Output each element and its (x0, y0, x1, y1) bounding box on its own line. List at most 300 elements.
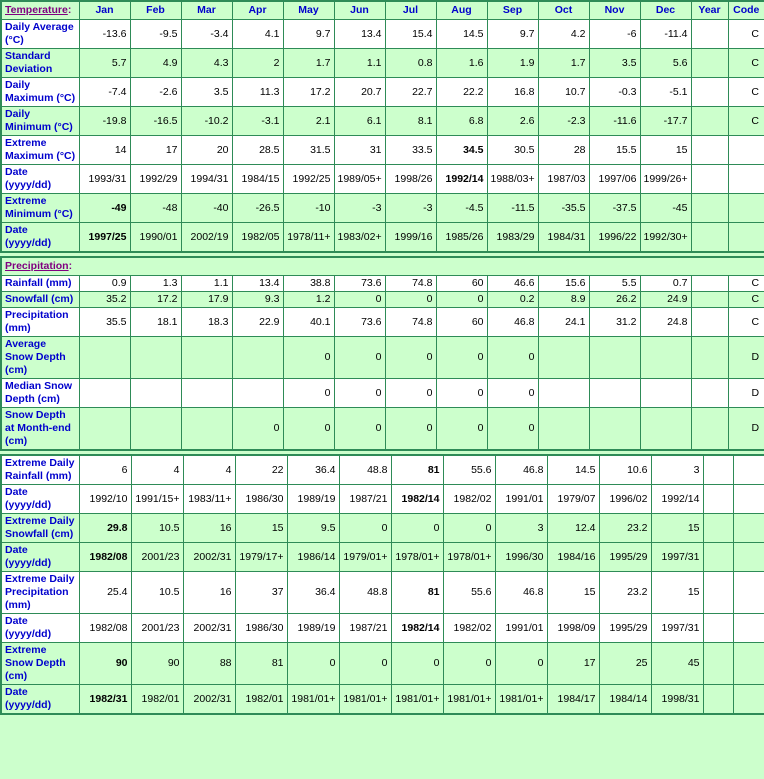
temperature-section-header (1, 1, 79, 20)
data-cell: 1982/31 (79, 685, 131, 715)
data-cell: -9.5 (130, 20, 181, 49)
row-label: Date (yyyy/dd) (1, 685, 79, 715)
year-cell (691, 337, 728, 379)
row-label: Extreme Daily Precipitation (mm) (1, 572, 79, 614)
code-cell: C (728, 78, 764, 107)
data-cell: -3.1 (232, 107, 283, 136)
data-cell: 8.1 (385, 107, 436, 136)
column-header-dec: Dec (640, 1, 691, 20)
data-cell: 5.6 (640, 49, 691, 78)
data-cell: -3 (334, 194, 385, 223)
table-row (1, 78, 764, 107)
data-cell (538, 408, 589, 451)
year-cell (703, 543, 733, 572)
column-header-jul: Jul (385, 1, 436, 20)
column-header-jun: Jun (334, 1, 385, 20)
precipitation-table (0, 256, 764, 451)
year-cell (691, 20, 728, 49)
data-cell: 4.9 (130, 49, 181, 78)
row-label: Date (yyyy/dd) (1, 223, 79, 253)
data-cell: 90 (131, 643, 183, 685)
data-cell: 90 (79, 643, 131, 685)
data-cell: 15 (651, 514, 703, 543)
year-cell (703, 514, 733, 543)
data-cell (232, 337, 283, 379)
data-cell: 0 (391, 643, 443, 685)
data-cell: 1982/01 (131, 685, 183, 715)
row-label: Extreme Maximum (°C) (1, 136, 79, 165)
temperature-colon: : (67, 4, 72, 16)
data-cell: 1981/01+ (443, 685, 495, 715)
data-cell: 1982/01 (235, 685, 287, 715)
precipitation-section-header (1, 257, 764, 276)
row-label: Extreme Daily Snowfall (cm) (1, 514, 79, 543)
data-cell: 36.4 (287, 572, 339, 614)
data-cell: 1986/30 (235, 485, 287, 514)
data-cell: 18.3 (181, 308, 232, 337)
data-cell: 1986/30 (235, 614, 287, 643)
row-label: Rainfall (mm) (1, 276, 79, 292)
data-cell: 1982/05 (232, 223, 283, 253)
year-cell (691, 165, 728, 194)
data-cell: -13.6 (79, 20, 130, 49)
data-cell: -5.1 (640, 78, 691, 107)
data-cell: 0 (385, 408, 436, 451)
year-cell (691, 276, 728, 292)
data-cell: 2002/31 (183, 543, 235, 572)
data-cell: 17 (130, 136, 181, 165)
data-cell: 26.2 (589, 292, 640, 308)
data-cell: 74.8 (385, 308, 436, 337)
data-cell (640, 379, 691, 408)
data-cell: 1989/19 (287, 485, 339, 514)
code-cell: C (728, 107, 764, 136)
data-cell: -11.4 (640, 20, 691, 49)
data-cell (79, 379, 130, 408)
code-cell (728, 223, 764, 253)
column-header-sep: Sep (487, 1, 538, 20)
data-cell: 15.4 (385, 20, 436, 49)
data-cell: 11.3 (232, 78, 283, 107)
data-cell: 16 (183, 572, 235, 614)
data-cell: 1979/01+ (339, 543, 391, 572)
data-cell: 81 (391, 572, 443, 614)
data-cell: 1987/21 (339, 485, 391, 514)
data-cell: 1978/11+ (283, 223, 334, 253)
code-cell (733, 614, 764, 643)
code-cell (733, 485, 764, 514)
data-cell: 22.9 (232, 308, 283, 337)
data-cell: 55.6 (443, 572, 495, 614)
data-cell: 1992/14 (651, 485, 703, 514)
data-cell: 16 (183, 514, 235, 543)
table-row (1, 485, 764, 514)
extremes-table (0, 454, 764, 715)
data-cell: 14.5 (547, 455, 599, 485)
column-header-year: Year (691, 1, 728, 20)
data-cell: 1982/08 (79, 614, 131, 643)
data-cell: 0 (487, 408, 538, 451)
column-header-nov: Nov (589, 1, 640, 20)
temperature-link[interactable]: Temperature (5, 4, 68, 16)
data-cell: -40 (181, 194, 232, 223)
table-row (1, 308, 764, 337)
data-cell: 4 (131, 455, 183, 485)
data-cell (181, 408, 232, 451)
row-label: Date (yyyy/dd) (1, 485, 79, 514)
table-row (1, 337, 764, 379)
data-cell (181, 337, 232, 379)
data-cell: 1982/14 (391, 614, 443, 643)
data-cell: 1984/14 (599, 685, 651, 715)
row-label: Date (yyyy/dd) (1, 543, 79, 572)
data-cell (181, 379, 232, 408)
data-cell: 0 (283, 337, 334, 379)
data-cell: 0 (443, 643, 495, 685)
table-row (1, 292, 764, 308)
data-cell: 48.8 (339, 455, 391, 485)
column-header-apr: Apr (232, 1, 283, 20)
data-cell: 0 (495, 643, 547, 685)
data-cell: 6 (79, 455, 131, 485)
data-cell: 2002/19 (181, 223, 232, 253)
data-cell: 0 (287, 643, 339, 685)
data-cell: 1.7 (283, 49, 334, 78)
data-cell: 38.8 (283, 276, 334, 292)
data-cell: 0 (334, 292, 385, 308)
data-cell: 0 (339, 514, 391, 543)
data-cell: 1.7 (538, 49, 589, 78)
data-cell: 40.1 (283, 308, 334, 337)
year-cell (691, 194, 728, 223)
data-cell (640, 337, 691, 379)
data-cell: 1.1 (181, 276, 232, 292)
data-cell: 0 (487, 379, 538, 408)
data-cell: 2.6 (487, 107, 538, 136)
data-cell (232, 379, 283, 408)
data-cell: -16.5 (130, 107, 181, 136)
data-cell: 1991/15+ (131, 485, 183, 514)
data-cell: 0 (443, 514, 495, 543)
data-cell: 1984/16 (547, 543, 599, 572)
data-cell: 13.4 (232, 276, 283, 292)
data-cell: 36.4 (287, 455, 339, 485)
data-cell: 25.4 (79, 572, 131, 614)
data-cell: 31 (334, 136, 385, 165)
code-cell: C (728, 292, 764, 308)
data-cell: 1986/14 (287, 543, 339, 572)
data-cell: 0 (385, 292, 436, 308)
data-cell: -6 (589, 20, 640, 49)
data-cell: 1981/01+ (391, 685, 443, 715)
data-cell: 13.4 (334, 20, 385, 49)
data-cell (538, 337, 589, 379)
data-cell: 81 (235, 643, 287, 685)
row-label: Median Snow Depth (cm) (1, 379, 79, 408)
data-cell: 28 (538, 136, 589, 165)
data-cell: -10.2 (181, 107, 232, 136)
data-cell (79, 337, 130, 379)
data-cell: 0 (391, 514, 443, 543)
table-row (1, 685, 764, 715)
data-cell (589, 408, 640, 451)
data-cell: 24.9 (640, 292, 691, 308)
data-cell: 0 (334, 379, 385, 408)
data-cell: 2002/31 (183, 685, 235, 715)
data-cell: 0 (334, 337, 385, 379)
column-header-oct: Oct (538, 1, 589, 20)
data-cell: -2.6 (130, 78, 181, 107)
data-cell (130, 379, 181, 408)
data-cell: 48.8 (339, 572, 391, 614)
data-cell: 37 (235, 572, 287, 614)
row-label: Precipitation (mm) (1, 308, 79, 337)
data-cell: 18.1 (130, 308, 181, 337)
data-cell: 35.5 (79, 308, 130, 337)
data-cell: 0 (283, 408, 334, 451)
data-cell: -19.8 (79, 107, 130, 136)
code-cell (733, 455, 764, 485)
data-cell: 1997/25 (79, 223, 130, 253)
data-cell: 0 (334, 408, 385, 451)
data-cell: 1997/31 (651, 543, 703, 572)
data-cell: 34.5 (436, 136, 487, 165)
data-cell: 1982/02 (443, 485, 495, 514)
year-cell (703, 572, 733, 614)
table-row (1, 20, 764, 49)
data-cell: 22.2 (436, 78, 487, 107)
data-cell: 0 (283, 379, 334, 408)
column-header-mar: Mar (181, 1, 232, 20)
table-row (1, 408, 764, 451)
data-cell: 55.6 (443, 455, 495, 485)
year-cell (703, 685, 733, 715)
data-cell: 1981/01+ (339, 685, 391, 715)
data-cell: 1991/01 (495, 614, 547, 643)
code-cell (733, 543, 764, 572)
data-cell: 2 (232, 49, 283, 78)
data-cell: 1.2 (283, 292, 334, 308)
temperature-table (0, 0, 764, 253)
year-cell (691, 107, 728, 136)
data-cell: -49 (79, 194, 130, 223)
data-cell: 31.5 (283, 136, 334, 165)
data-cell: 4.2 (538, 20, 589, 49)
data-cell (589, 379, 640, 408)
code-cell: C (728, 20, 764, 49)
data-cell: -17.7 (640, 107, 691, 136)
table-row (1, 614, 764, 643)
table-row (1, 276, 764, 292)
data-cell: 1.3 (130, 276, 181, 292)
data-cell: 1990/01 (130, 223, 181, 253)
data-cell: 1985/26 (436, 223, 487, 253)
table-row (1, 223, 764, 253)
data-cell: 1997/06 (589, 165, 640, 194)
data-cell: 0 (487, 337, 538, 379)
data-cell: 60 (436, 308, 487, 337)
row-label: Extreme Minimum (°C) (1, 194, 79, 223)
data-cell: 1979/07 (547, 485, 599, 514)
data-cell: -11.6 (589, 107, 640, 136)
data-cell: -37.5 (589, 194, 640, 223)
data-cell: 22 (235, 455, 287, 485)
data-cell: 1981/01+ (287, 685, 339, 715)
data-cell: 10.5 (131, 572, 183, 614)
data-cell: 15.5 (589, 136, 640, 165)
data-cell: 20.7 (334, 78, 385, 107)
table-row (1, 194, 764, 223)
data-cell: 29.8 (79, 514, 131, 543)
precipitation-rows (1, 276, 764, 451)
table-row (1, 49, 764, 78)
data-cell: 3 (495, 514, 547, 543)
data-cell: -0.3 (589, 78, 640, 107)
column-header-code: Code (728, 1, 764, 20)
data-cell: 6.8 (436, 107, 487, 136)
precipitation-header-row (1, 257, 764, 276)
data-cell: 8.9 (538, 292, 589, 308)
data-cell: 30.5 (487, 136, 538, 165)
data-cell: 1983/02+ (334, 223, 385, 253)
data-cell: 1991/01 (495, 485, 547, 514)
data-cell: 1997/31 (651, 614, 703, 643)
data-cell: 17.9 (181, 292, 232, 308)
column-header-aug: Aug (436, 1, 487, 20)
data-cell: 1984/15 (232, 165, 283, 194)
data-cell: 17 (547, 643, 599, 685)
row-label: Extreme Daily Rainfall (mm) (1, 455, 79, 485)
data-cell: 2002/31 (183, 614, 235, 643)
data-cell: 46.6 (487, 276, 538, 292)
data-cell: 5.7 (79, 49, 130, 78)
data-cell: 23.2 (599, 514, 651, 543)
code-cell: D (728, 379, 764, 408)
data-cell (130, 337, 181, 379)
column-header-row (1, 1, 764, 20)
data-cell (130, 408, 181, 451)
data-cell: 0.7 (640, 276, 691, 292)
year-cell (691, 292, 728, 308)
data-cell: 22.7 (385, 78, 436, 107)
data-cell: 9.7 (487, 20, 538, 49)
data-cell: 1996/22 (589, 223, 640, 253)
code-cell (733, 685, 764, 715)
code-cell: C (728, 276, 764, 292)
data-cell: -3 (385, 194, 436, 223)
data-cell: 1995/29 (599, 543, 651, 572)
year-cell (703, 485, 733, 514)
year-cell (703, 614, 733, 643)
precipitation-colon: : (68, 260, 73, 272)
data-cell: 1978/01+ (391, 543, 443, 572)
table-row (1, 543, 764, 572)
data-cell: 1999/16 (385, 223, 436, 253)
data-cell: -3.4 (181, 20, 232, 49)
data-cell: 35.2 (79, 292, 130, 308)
data-cell: 46.8 (495, 572, 547, 614)
column-header-jan: Jan (79, 1, 130, 20)
data-cell: 1998/26 (385, 165, 436, 194)
data-cell: 1984/31 (538, 223, 589, 253)
data-cell: 15 (651, 572, 703, 614)
data-cell (538, 379, 589, 408)
data-cell: -4.5 (436, 194, 487, 223)
data-cell: 1981/01+ (495, 685, 547, 715)
data-cell: 10.5 (131, 514, 183, 543)
code-cell: C (728, 308, 764, 337)
code-cell (728, 136, 764, 165)
code-cell: D (728, 337, 764, 379)
data-cell: 31.2 (589, 308, 640, 337)
data-cell (589, 337, 640, 379)
data-cell: 17.2 (283, 78, 334, 107)
code-cell (728, 165, 764, 194)
row-label: Date (yyyy/dd) (1, 165, 79, 194)
data-cell: 1998/31 (651, 685, 703, 715)
data-cell: 1978/01+ (443, 543, 495, 572)
data-cell: 0 (436, 292, 487, 308)
data-cell: 1999/26+ (640, 165, 691, 194)
data-cell: 4.1 (232, 20, 283, 49)
year-cell (691, 408, 728, 451)
data-cell: 1992/10 (79, 485, 131, 514)
code-cell (733, 643, 764, 685)
data-cell: 1995/29 (599, 614, 651, 643)
data-cell: 73.6 (334, 276, 385, 292)
data-cell: 9.3 (232, 292, 283, 308)
table-row (1, 572, 764, 614)
data-cell: 1989/05+ (334, 165, 385, 194)
table-row (1, 136, 764, 165)
data-cell: 14.5 (436, 20, 487, 49)
data-cell: 46.8 (487, 308, 538, 337)
column-header-feb: Feb (130, 1, 181, 20)
table-row (1, 514, 764, 543)
data-cell: 20 (181, 136, 232, 165)
data-cell: 4.3 (181, 49, 232, 78)
data-cell: 15 (547, 572, 599, 614)
data-cell: 1996/30 (495, 543, 547, 572)
data-cell: 0 (232, 408, 283, 451)
data-cell: -10 (283, 194, 334, 223)
year-cell (703, 455, 733, 485)
data-cell: 1992/14 (436, 165, 487, 194)
data-cell: -45 (640, 194, 691, 223)
data-cell: 3.5 (589, 49, 640, 78)
data-cell: 0 (436, 379, 487, 408)
data-cell: 1992/29 (130, 165, 181, 194)
data-cell: 1982/08 (79, 543, 131, 572)
data-cell (79, 408, 130, 451)
precipitation-link[interactable]: Precipitation (5, 260, 69, 272)
data-cell: 10.6 (599, 455, 651, 485)
data-cell: 0 (436, 408, 487, 451)
table-row (1, 165, 764, 194)
data-cell: 10.7 (538, 78, 589, 107)
data-cell: 23.2 (599, 572, 651, 614)
year-cell (691, 49, 728, 78)
row-label: Snow Depth at Month-end (cm) (1, 408, 79, 451)
year-cell (691, 78, 728, 107)
data-cell: 0.2 (487, 292, 538, 308)
data-cell: 1982/14 (391, 485, 443, 514)
data-cell: 0 (339, 643, 391, 685)
data-cell: 6.1 (334, 107, 385, 136)
data-cell: 88 (183, 643, 235, 685)
code-cell (733, 514, 764, 543)
data-cell: 1.1 (334, 49, 385, 78)
